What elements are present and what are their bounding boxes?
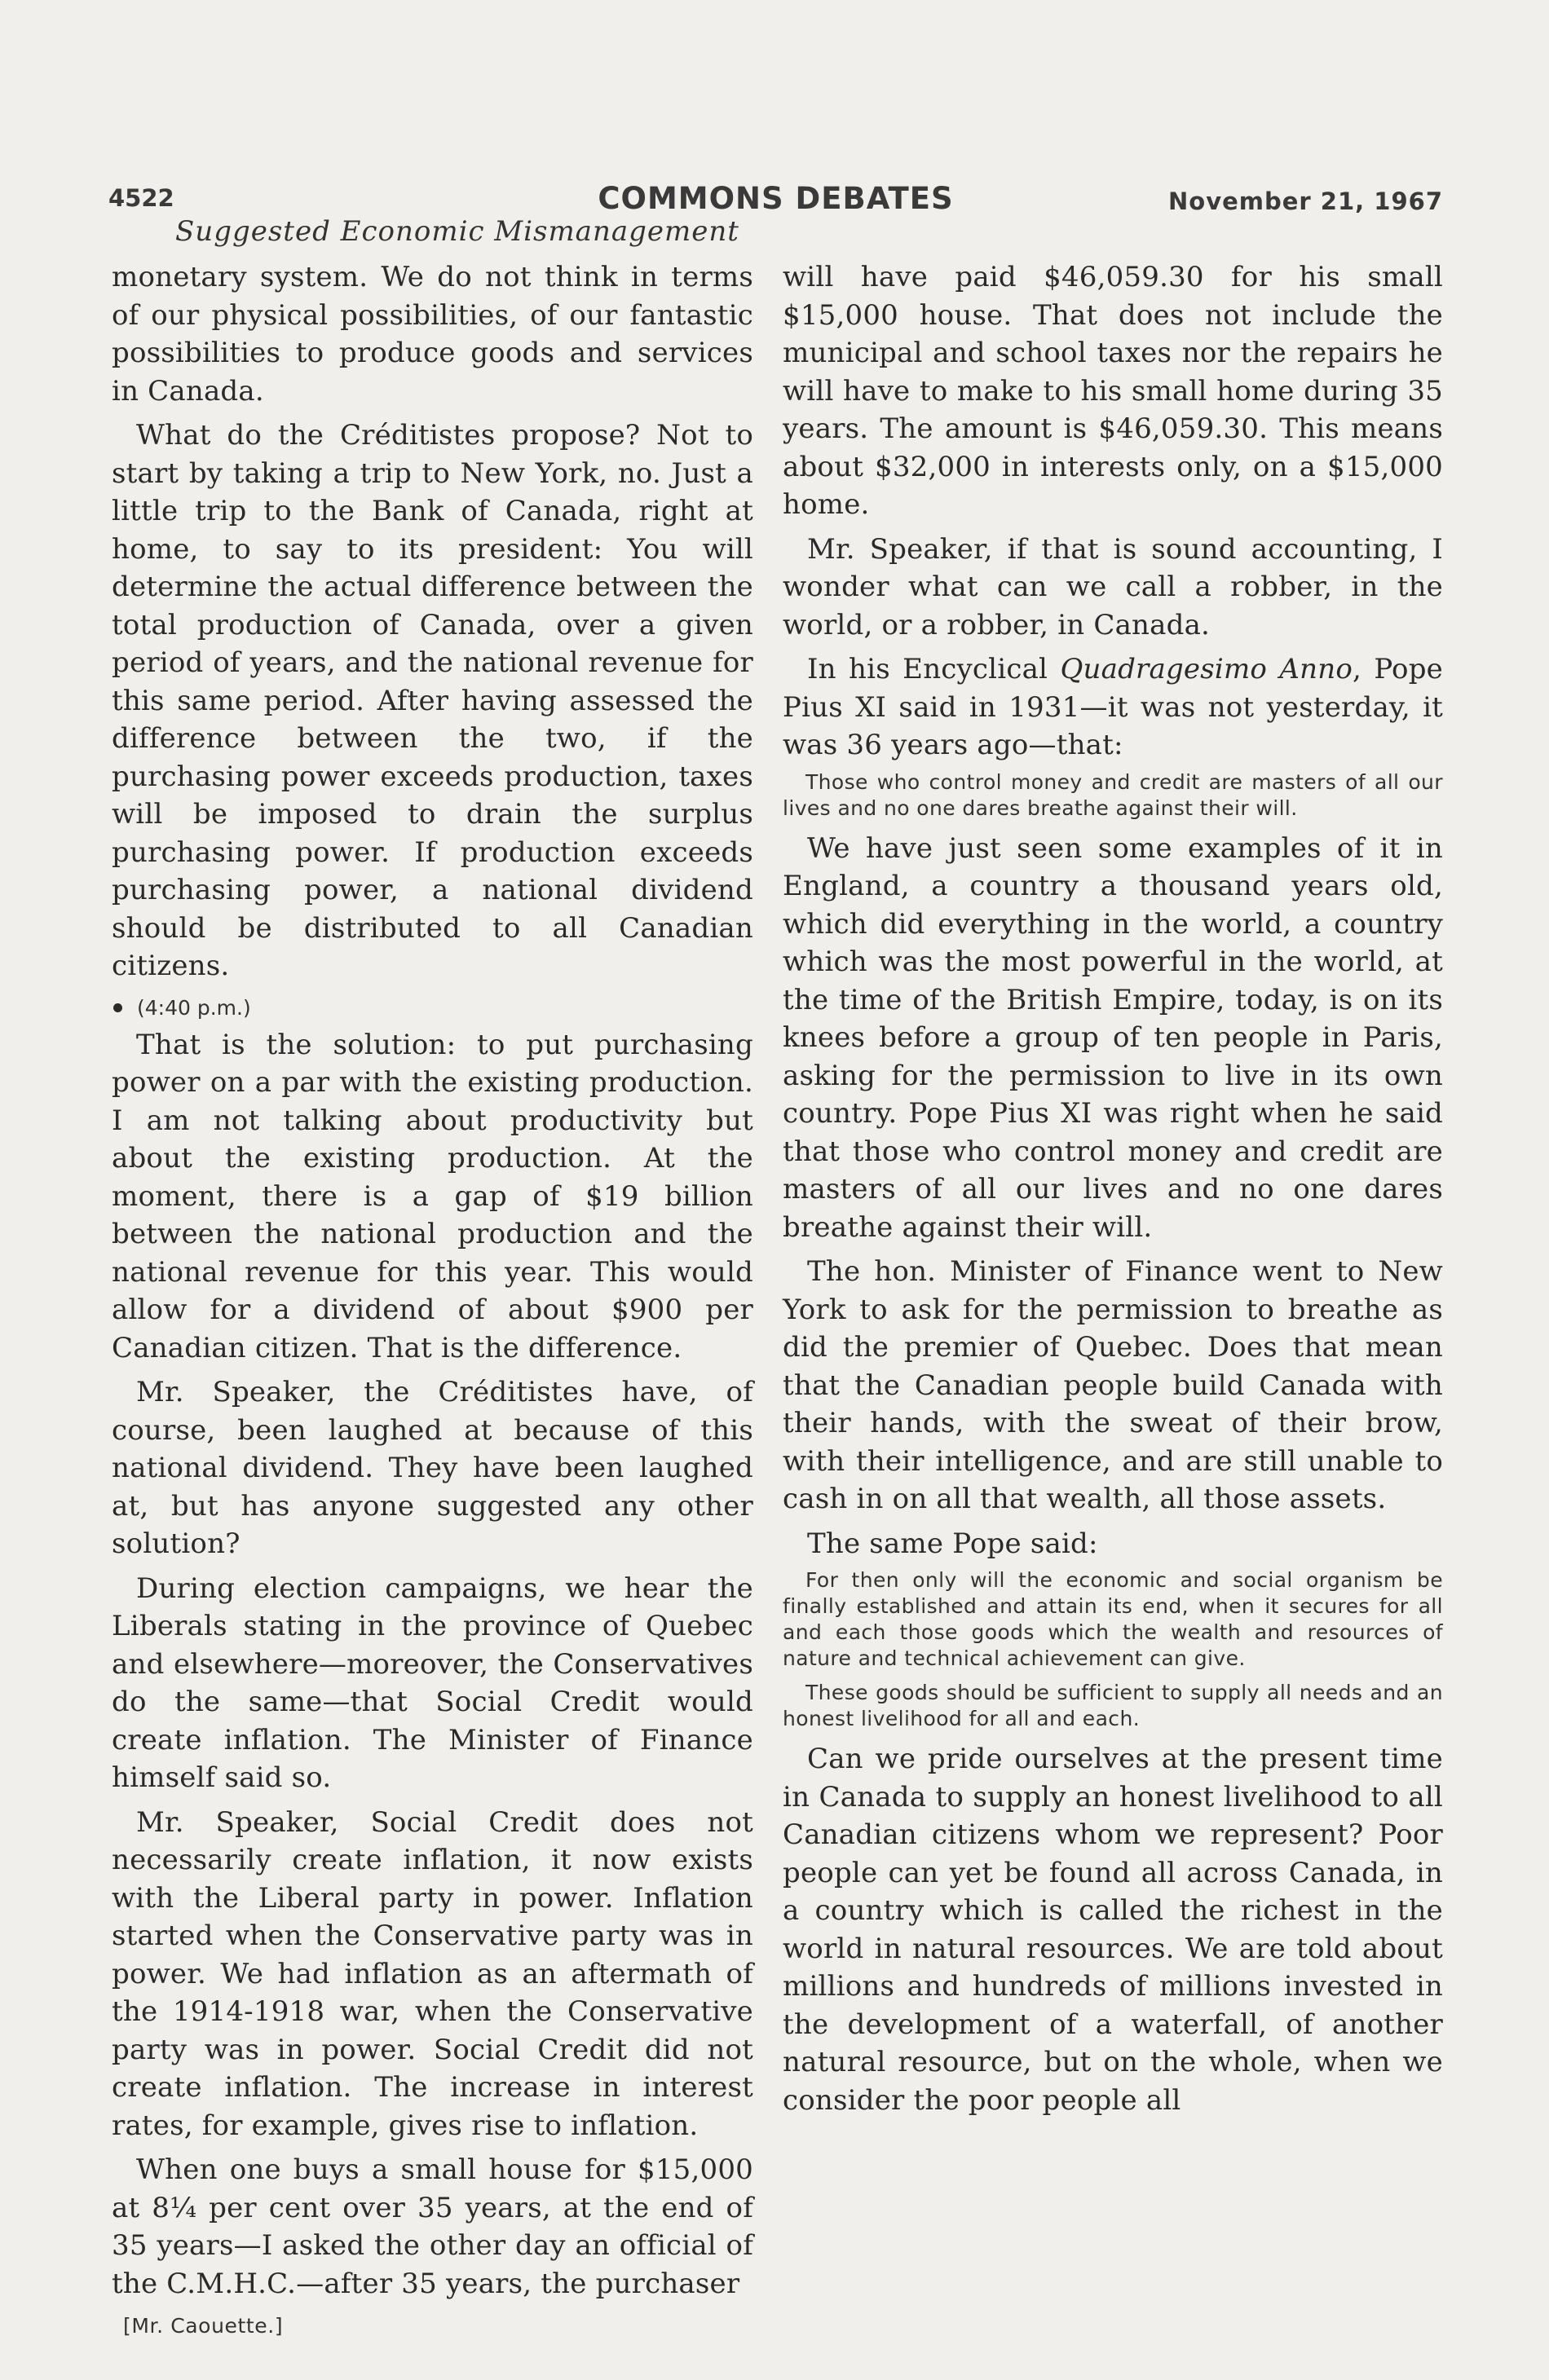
encyclical-title-word: Anno [1279, 653, 1353, 685]
paragraph: Can we pride ourselves at the present time in Canada to supply an honest livelihood to all Canadian citizens whom we represent? Poor people can yet be found all across Canada, in a country which is called the richest in the world in natural resources. We are told about millions and hundreds of millions invested in the development of a waterfall, of another natural resource, but on the whole, when we consider the poor people all [783, 1743, 1443, 2117]
paragraph: During election campaigns, we hear the Liberals stating in the province of Quebec and elsewhere—moreover, the Conservatives do the same—that Social Credit would create inflation. The Minister of Finance himself said so. [112, 1571, 753, 1794]
encyclical-title-word: Quadragesimo [1060, 653, 1268, 685]
paragraph: monetary system. We do not think in terms of our physical possibilities, of our fantastic possibilities to produce goods and services in Canada. [112, 261, 753, 408]
text-run: In his Encyclical [807, 653, 1061, 685]
section-subtitle: Suggested Economic Mismanagement [175, 215, 739, 248]
paragraph: We have just seen some examples of it in England, a country a thousand years old, which did everything in the world, a country which was the most powerful in the world, at the time of the British Empire, today, is on its knees before a group of ten people in Paris, asking for the permission to live in its own country. Pope Pius XI was right when he said that those who control money and credit are masters of all our lives and no one dares breathe against their will. [783, 831, 1443, 1244]
paragraph-encyclical [783, 650, 1443, 765]
block-quote: These goods should be sufficient to supply all needs and an honest livelihood for all and each. [783, 1681, 1443, 1730]
text-run: , Pope Pius XI said in 1931—it was not yesterday, it was 36 years ago—that: [783, 653, 1444, 761]
speaker-attribution: [Mr. Caouette.] [123, 2314, 284, 2338]
paragraph: That is the solution: to put purchasing power on a par with the existing production. I am not talking about productivity but about the existing production. At the moment, there is a gap of $19 billion between the national production and the national revenue for this year. This would allow for a dividend of about $900 per Canadian citizen. That is the difference. [112, 1028, 753, 1364]
paragraph: Mr. Speaker, Social Credit does not necessarily create inflation, it now exists with the Liberal party in power. Inflation started when the Conservative party was in power. We had inflation as an aftermath of the 1914-1918 war, when the Conservative party was in power. Social Credit did not create inflation. The increase in interest rates, for example, gives rise to inflation. [112, 1805, 753, 2142]
bullet-icon [113, 1003, 122, 1012]
left-column [112, 258, 753, 2338]
paragraph: will have paid $46,059.30 for his small $15,000 house. That does not include the municipal and school taxes nor the repairs he will have to make to his small home during 35 years. The amount is $46,059.30. This means about $32,000 in interests only, on a $15,000 home. [783, 261, 1443, 521]
publication-title: COMMONS DEBATES [598, 181, 954, 216]
paragraph: When one buys a small house for $15,000 at 8¼ per cent over 35 years, at the end of 35 years—I asked the other day an official of the C.M.H.C.—after 35 years, the purchaser [112, 2153, 753, 2300]
timestamp-text: (4:40 p.m.) [137, 995, 251, 1020]
timestamp-marker [112, 992, 753, 1025]
block-quote: Those who control money and credit are masters of all our lives and no one dares breathe against their will. [783, 769, 1443, 820]
paragraph: The same Pope said: [807, 1527, 1098, 1560]
paragraph: Mr. Speaker, if that is sound accounting, I wonder what can we call a robber, in the world, or a robber, in Canada. [783, 532, 1443, 641]
page-number: 4522 [108, 184, 174, 212]
paragraph: The hon. Minister of Finance went to New York to ask for the permission to breathe as did the premier of Quebec. Does that mean that the Canadian people build Canada with their hands, with the sweat of their brow, with their intelligence, and are still unable to cash in on all that wealth, all those assets. [783, 1255, 1443, 1515]
right-column [783, 258, 1443, 2141]
text-run [1267, 653, 1279, 685]
block-quote: For then only will the economic and social organism be finally established and attain its end, when it secures for all and each those goods which the wealth and resources of nature and technical achievement can give. [783, 1568, 1443, 1670]
paragraph: What do the Créditistes propose? Not to start by taking a trip to New York, no. Just a little trip to the Bank of Canada, right at home, to say to its president: You will determine the actual difference between the total production of Canada, over a given period of years, and the national revenue for this same period. After having assessed the difference between the two, if the purchasing power exceeds production, taxes will be imposed to drain the surplus purchasing power. If production exceeds purchasing power, a national dividend should be distributed to all Canadian citizens. [112, 419, 753, 982]
paragraph: Mr. Speaker, the Créditistes have, of course, been laughed at because of this national dividend. They have been laughed at, but has anyone suggested any other solution? [112, 1376, 753, 1560]
debate-date: November 21, 1967 [1168, 187, 1443, 215]
